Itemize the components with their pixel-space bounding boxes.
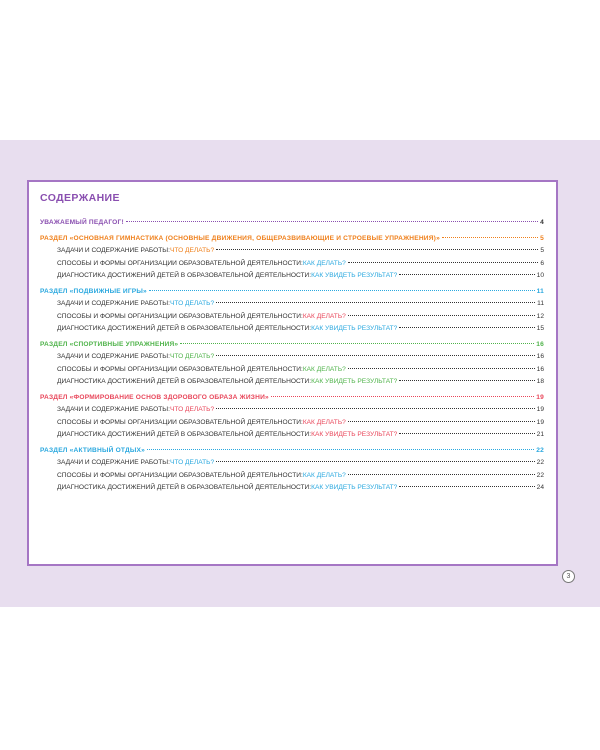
item-text: СПОСОБЫ И ФОРМЫ ОРГАНИЗАЦИИ ОБРАЗОВАТЕЛЬНОЙ ДЕЯТЕЛЬНОСТИ: xyxy=(57,471,303,479)
item-text: СПОСОБЫ И ФОРМЫ ОРГАНИЗАЦИИ ОБРАЗОВАТЕЛЬНОЙ ДЕЯТЕЛЬНОСТИ: xyxy=(57,418,303,426)
section-title: РАЗДЕЛ «ФОРМИРОВАНИЕ ОСНОВ ЗДОРОВОГО ОБРАЗА ЖИЗНИ» xyxy=(40,393,269,401)
item-text: ЗАДАЧИ И СОДЕРЖАНИЕ РАБОТЫ: xyxy=(57,247,170,254)
dot-leader xyxy=(216,249,538,250)
table-of-contents xyxy=(40,217,544,495)
item-accent: КАК УВИДЕТЬ РЕЗУЛЬТАТ? xyxy=(311,378,398,385)
item-text: ДИАГНОСТИКА ДОСТИЖЕНИЙ ДЕТЕЙ В ОБРАЗОВАТЕЛЬНОЙ ДЕЯТЕЛЬНОСТИ: xyxy=(57,484,312,491)
item-accent: КАК УВИДЕТЬ РЕЗУЛЬТАТ? xyxy=(311,431,398,438)
item-text: ЗАДАЧИ И СОДЕРЖАНИЕ РАБОТЫ: xyxy=(57,459,170,466)
dot-leader xyxy=(216,302,535,303)
toc-page-number: 24 xyxy=(536,484,544,491)
toc-item-row[interactable] xyxy=(40,417,544,430)
toc-section-row[interactable] xyxy=(40,286,544,299)
dot-leader xyxy=(399,433,534,434)
item-text: СПОСОБЫ И ФОРМЫ ОРГАНИЗАЦИИ ОБРАЗОВАТЕЛЬНОЙ ДЕЯТЕЛЬНОСТИ: xyxy=(57,312,303,320)
toc-item-row[interactable] xyxy=(40,429,544,442)
toc-page-number: 22 xyxy=(536,471,544,479)
dot-leader xyxy=(126,221,538,222)
toc-page-number: 10 xyxy=(536,272,544,279)
toc-section-row[interactable] xyxy=(40,233,544,246)
toc-page-number: 5 xyxy=(540,247,544,254)
item-accent: ЧТО ДЕЛАТЬ? xyxy=(169,406,215,413)
toc-item-row[interactable] xyxy=(40,482,544,495)
dot-leader xyxy=(216,408,535,409)
item-accent: КАК УВИДЕТЬ РЕЗУЛЬТАТ? xyxy=(311,325,398,332)
toc-item-row[interactable] xyxy=(40,245,544,258)
toc-page-number: 5 xyxy=(540,234,544,242)
item-text: СПОСОБЫ И ФОРМЫ ОРГАНИЗАЦИИ ОБРАЗОВАТЕЛЬНОЙ ДЕЯТЕЛЬНОСТИ: xyxy=(57,365,303,373)
toc-page-number: 19 xyxy=(536,393,544,401)
page-title: СОДЕРЖАНИЕ xyxy=(40,192,120,204)
toc-page-number: 16 xyxy=(536,340,544,348)
toc-page-number: 6 xyxy=(540,259,544,267)
toc-item-row[interactable] xyxy=(40,311,544,324)
item-accent: КАК ДЕЛАТЬ? xyxy=(302,312,346,320)
dot-leader xyxy=(399,327,534,328)
item-text: ДИАГНОСТИКА ДОСТИЖЕНИЙ ДЕТЕЙ В ОБРАЗОВАТЕЛЬНОЙ ДЕЯТЕЛЬНОСТИ: xyxy=(57,378,312,385)
toc-page-number: 21 xyxy=(536,431,544,438)
item-accent: КАК ДЕЛАТЬ? xyxy=(302,259,346,267)
section-title: РАЗДЕЛ «ПОДВИЖНЫЕ ИГРЫ» xyxy=(40,287,147,295)
toc-page-number: 11 xyxy=(536,287,544,295)
dot-leader xyxy=(399,274,534,275)
item-accent: ЧТО ДЕЛАТЬ? xyxy=(169,459,215,466)
dot-leader xyxy=(216,355,535,356)
dot-leader xyxy=(348,262,539,263)
toc-item-row[interactable] xyxy=(40,457,544,470)
item-accent: КАК ДЕЛАТЬ? xyxy=(302,471,346,479)
item-accent: ЧТО ДЕЛАТЬ? xyxy=(169,300,215,307)
dot-leader xyxy=(348,315,535,316)
toc-page-number: 18 xyxy=(536,378,544,385)
toc-page-number: 11 xyxy=(537,300,544,307)
page-number-badge: 3 xyxy=(562,570,575,583)
toc-page-number: 19 xyxy=(536,406,544,413)
dot-leader xyxy=(442,237,538,238)
toc-section-row[interactable] xyxy=(40,339,544,352)
item-accent: ЧТО ДЕЛАТЬ? xyxy=(169,247,215,254)
toc-page-number: 15 xyxy=(536,325,544,332)
toc-section-row[interactable] xyxy=(40,392,544,405)
dot-leader xyxy=(149,290,535,291)
toc-item-row[interactable] xyxy=(40,351,544,364)
item-text: СПОСОБЫ И ФОРМЫ ОРГАНИЗАЦИИ ОБРАЗОВАТЕЛЬНОЙ ДЕЯТЕЛЬНОСТИ: xyxy=(57,259,303,267)
toc-item-row[interactable] xyxy=(40,323,544,336)
dot-leader xyxy=(348,474,535,475)
section-title: РАЗДЕЛ «ОСНОВНАЯ ГИМНАСТИКА (ОСНОВНЫЕ ДВИЖЕНИЯ, ОБЩЕРАЗВИВАЮЩИЕ И СТРОЕВЫЕ УПРАЖНЕНИЯ)» xyxy=(40,234,440,242)
item-accent: КАК УВИДЕТЬ РЕЗУЛЬТАТ? xyxy=(311,484,398,491)
toc-section-row[interactable] xyxy=(40,445,544,458)
toc-item-row[interactable] xyxy=(40,258,544,271)
section-title: РАЗДЕЛ «АКТИВНЫЙ ОТДЫХ» xyxy=(40,446,146,454)
toc-intro-row[interactable] xyxy=(40,217,544,230)
toc-item-row[interactable] xyxy=(40,298,544,311)
toc-page-number: 22 xyxy=(536,459,544,466)
item-accent: КАК УВИДЕТЬ РЕЗУЛЬТАТ? xyxy=(311,272,398,279)
dot-leader xyxy=(348,421,535,422)
toc-page-number: 22 xyxy=(536,446,544,454)
item-accent: ЧТО ДЕЛАТЬ? xyxy=(169,353,215,360)
toc-item-row[interactable] xyxy=(40,404,544,417)
dot-leader xyxy=(147,449,534,450)
item-text: ДИАГНОСТИКА ДОСТИЖЕНИЙ ДЕТЕЙ В ОБРАЗОВАТЕЛЬНОЙ ДЕЯТЕЛЬНОСТИ: xyxy=(57,431,312,438)
item-accent: КАК ДЕЛАТЬ? xyxy=(302,365,346,373)
item-text: ЗАДАЧИ И СОДЕРЖАНИЕ РАБОТЫ: xyxy=(57,406,170,413)
toc-item-row[interactable] xyxy=(40,270,544,283)
item-accent: КАК ДЕЛАТЬ? xyxy=(302,418,346,426)
dot-leader xyxy=(399,486,534,487)
toc-page-number: 12 xyxy=(536,312,544,320)
item-text: ЗАДАЧИ И СОДЕРЖАНИЕ РАБОТЫ: xyxy=(57,300,170,307)
dot-leader xyxy=(180,343,534,344)
dot-leader xyxy=(271,396,534,397)
toc-page-number: 19 xyxy=(536,418,544,426)
toc-item-row[interactable] xyxy=(40,376,544,389)
toc-page-number: 16 xyxy=(536,353,544,360)
toc-page-number: 4 xyxy=(540,219,544,226)
toc-item-row[interactable] xyxy=(40,470,544,483)
item-text: ДИАГНОСТИКА ДОСТИЖЕНИЙ ДЕТЕЙ В ОБРАЗОВАТЕЛЬНОЙ ДЕЯТЕЛЬНОСТИ: xyxy=(57,272,312,279)
item-text: ДИАГНОСТИКА ДОСТИЖЕНИЙ ДЕТЕЙ В ОБРАЗОВАТЕЛЬНОЙ ДЕЯТЕЛЬНОСТИ: xyxy=(57,325,312,332)
dot-leader xyxy=(348,368,535,369)
dot-leader xyxy=(216,461,535,462)
toc-intro-label: УВАЖАЕМЫЙ ПЕДАГОГ! xyxy=(40,219,124,226)
section-title: РАЗДЕЛ «СПОРТИВНЫЕ УПРАЖНЕНИЯ» xyxy=(40,340,179,348)
toc-item-row[interactable] xyxy=(40,364,544,377)
item-text: ЗАДАЧИ И СОДЕРЖАНИЕ РАБОТЫ: xyxy=(57,353,170,360)
toc-page-number: 16 xyxy=(536,365,544,373)
dot-leader xyxy=(399,380,534,381)
